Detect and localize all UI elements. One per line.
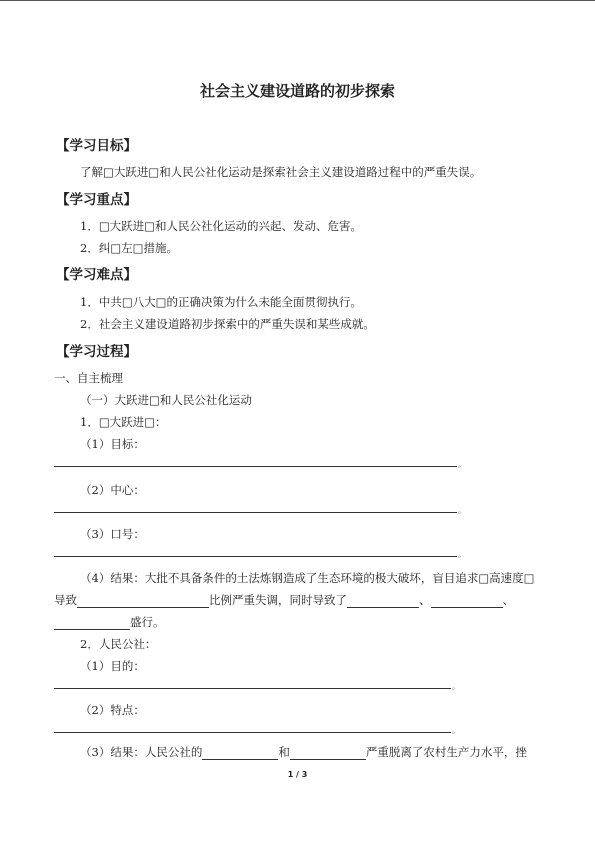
- blank-end-mark: 。: [452, 682, 460, 691]
- heading-key-points: 【学习重点】: [56, 192, 137, 208]
- question-result-line1: （4）结果：大批不具备条件的土法炼钢造成了生态环境的极大破坏，盲目追求□高速度□: [80, 571, 535, 585]
- goal-text: 了解□大跃进□和人民公社化运动是探索社会主义建设道路过程中的严重失误。: [80, 165, 482, 179]
- document-title: 社会主义建设道路的初步探索: [199, 82, 395, 100]
- difficult-point-2: 2．社会主义建设道路初步探索中的严重失误和某些成就。: [80, 317, 375, 331]
- page-top-border: [0, 0, 595, 1]
- question-slogan: （3）口号：: [80, 527, 145, 541]
- question-commune-result: [80, 744, 527, 760]
- question-goal: （1）目标：: [80, 437, 145, 451]
- answer-blank-slogan[interactable]: [54, 556, 457, 557]
- blank-end-mark: 。: [458, 506, 466, 515]
- part-self-review: 一、自主梳理: [54, 371, 123, 385]
- answer-blank-center[interactable]: [54, 512, 457, 513]
- question-center: （2）中心：: [80, 483, 145, 497]
- blank-end-mark: 。: [458, 550, 466, 559]
- item-people-commune: 2．人民公社：: [80, 637, 157, 651]
- question-features: （2）特点：: [80, 703, 145, 717]
- result-text-c: 盛行。: [130, 615, 165, 629]
- heading-learning-goal: 【学习目标】: [56, 138, 137, 154]
- key-point-2: 2．纠□左□措施。: [80, 241, 179, 255]
- heading-difficult-points: 【学习难点】: [56, 267, 137, 283]
- answer-blank-commune-2[interactable]: [290, 746, 366, 760]
- result-text-b: 比例严重失调，同时导致了: [209, 593, 347, 607]
- answer-blank-ratio[interactable]: [77, 594, 209, 608]
- answer-blank-result-1[interactable]: [347, 594, 419, 608]
- result-sep-1: 、: [419, 593, 431, 607]
- key-point-1: 1．□大跃进□和人民公社化运动的兴起、发动、危害。: [80, 219, 363, 233]
- question-purpose: （1）目的：: [80, 659, 145, 673]
- answer-blank-commune-1[interactable]: [202, 746, 278, 760]
- question-result-line3: [54, 614, 165, 630]
- blank-end-mark: 。: [458, 460, 466, 469]
- commune-result-b: 和: [278, 745, 290, 759]
- heading-learning-process: 【学习过程】: [56, 344, 137, 360]
- item-great-leap: 1．□大跃进□：: [80, 415, 167, 429]
- answer-blank-features[interactable]: [54, 732, 451, 733]
- commune-result-c: 严重脱离了农村生产力水平，挫: [365, 745, 527, 759]
- page-number: 1 / 3: [287, 770, 308, 779]
- question-result-line2: [54, 592, 514, 608]
- subsection-great-leap: （一）大跃进□和人民公社化运动: [80, 393, 252, 407]
- answer-blank-goal[interactable]: [54, 466, 457, 467]
- commune-result-a: （3）结果：人民公社的: [80, 745, 203, 759]
- answer-blank-result-2[interactable]: [431, 594, 503, 608]
- answer-blank-result-3[interactable]: [54, 616, 130, 630]
- blank-end-mark: 。: [452, 726, 460, 735]
- difficult-point-1: 1．中共□八大□的正确决策为什么未能全面贯彻执行。: [80, 295, 363, 309]
- answer-blank-purpose[interactable]: [54, 688, 451, 689]
- result-sep-2: 、: [502, 593, 514, 607]
- result-text-a: 导致: [54, 593, 77, 607]
